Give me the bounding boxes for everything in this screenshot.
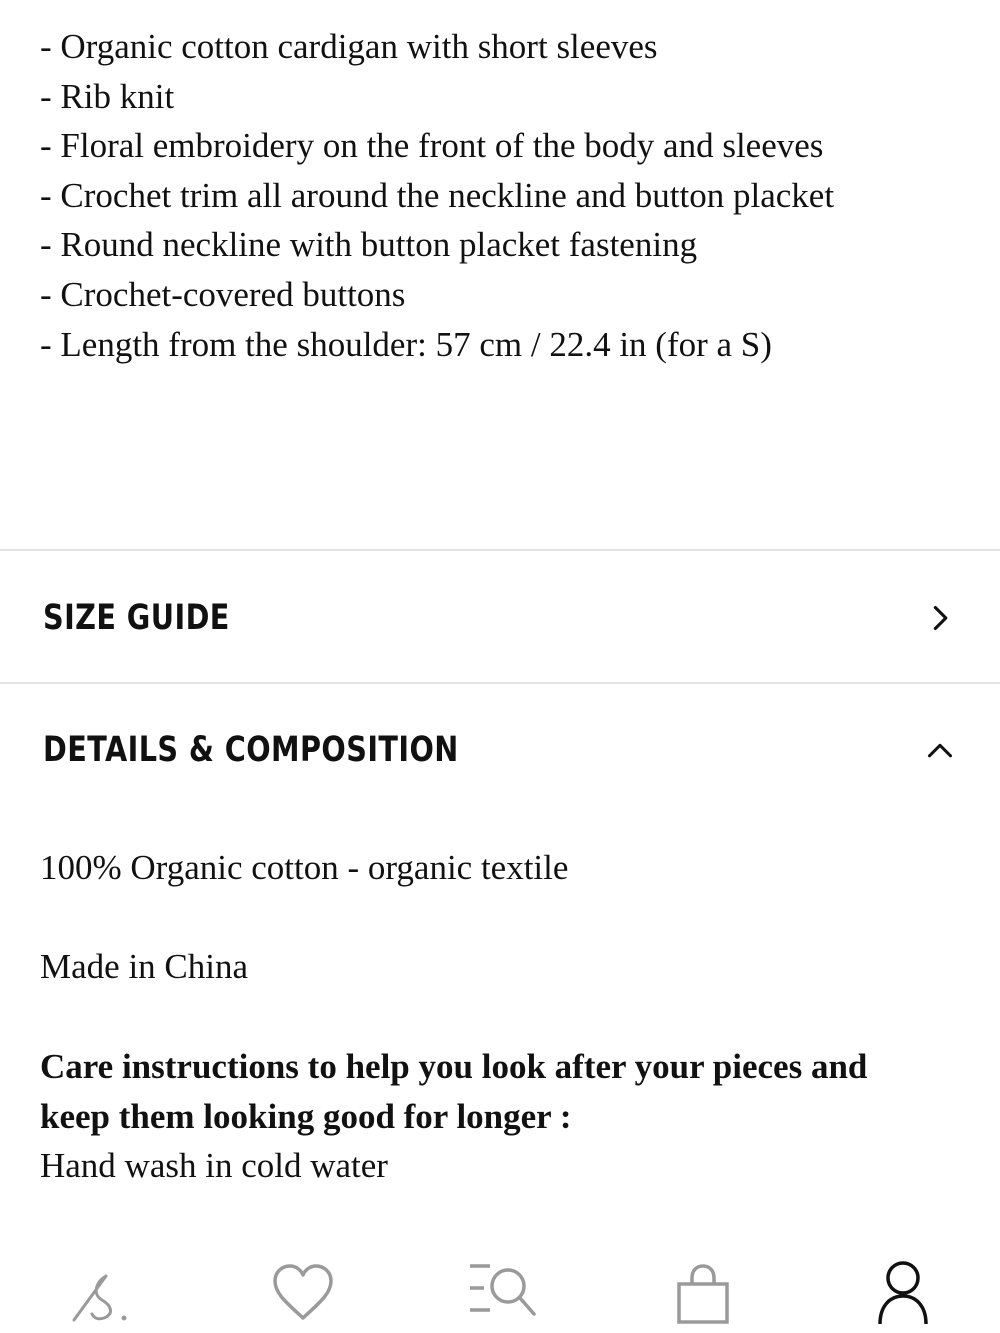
divider <box>0 549 1000 551</box>
logo-icon <box>68 1248 138 1328</box>
care-instructions-title: Care instructions to help you look after your pieces and keep them looking good for longer : <box>40 1047 868 1136</box>
chevron-up-icon <box>924 734 956 766</box>
chevron-right-icon <box>924 602 956 634</box>
tab-menu-search[interactable] <box>465 1248 540 1333</box>
description-bullet: - Crochet-covered buttons <box>40 274 406 314</box>
bottom-tab-bar <box>0 1248 1000 1333</box>
size-guide-title: SIZE GUIDE <box>43 598 230 638</box>
tab-wishlist[interactable] <box>265 1248 340 1333</box>
menu-search-icon <box>468 1248 538 1328</box>
description-bullet: - Round neckline with button placket fastening <box>40 225 698 265</box>
origin-text: Made in China <box>40 947 249 986</box>
description-bullet: - Rib knit <box>40 76 175 116</box>
description-bullet: - Organic cotton cardigan with short sleeves <box>40 27 658 66</box>
tab-account[interactable] <box>865 1248 940 1333</box>
account-icon <box>868 1248 938 1328</box>
description-bullet: - Crochet trim all around the neckline and button placket <box>40 175 835 215</box>
size-guide-row[interactable] <box>0 553 1000 683</box>
tab-bag[interactable] <box>665 1248 740 1333</box>
divider <box>0 682 1000 684</box>
bag-icon <box>668 1248 738 1328</box>
care-instructions-text: Hand wash in cold water <box>40 1146 388 1185</box>
composition-text: 100% Organic cotton - organic textile <box>40 848 569 887</box>
details-composition-row[interactable] <box>0 685 1000 815</box>
tab-home[interactable] <box>65 1248 140 1333</box>
details-composition-title: DETAILS & COMPOSITION <box>43 730 459 770</box>
description-bullet: - Length from the shoulder: 57 cm / 22.4 in (for a S) <box>40 324 772 364</box>
description-bullet: - Floral embroidery on the front of the body and sleeves <box>40 126 824 166</box>
product-description-list <box>40 22 940 369</box>
heart-icon <box>268 1248 338 1328</box>
